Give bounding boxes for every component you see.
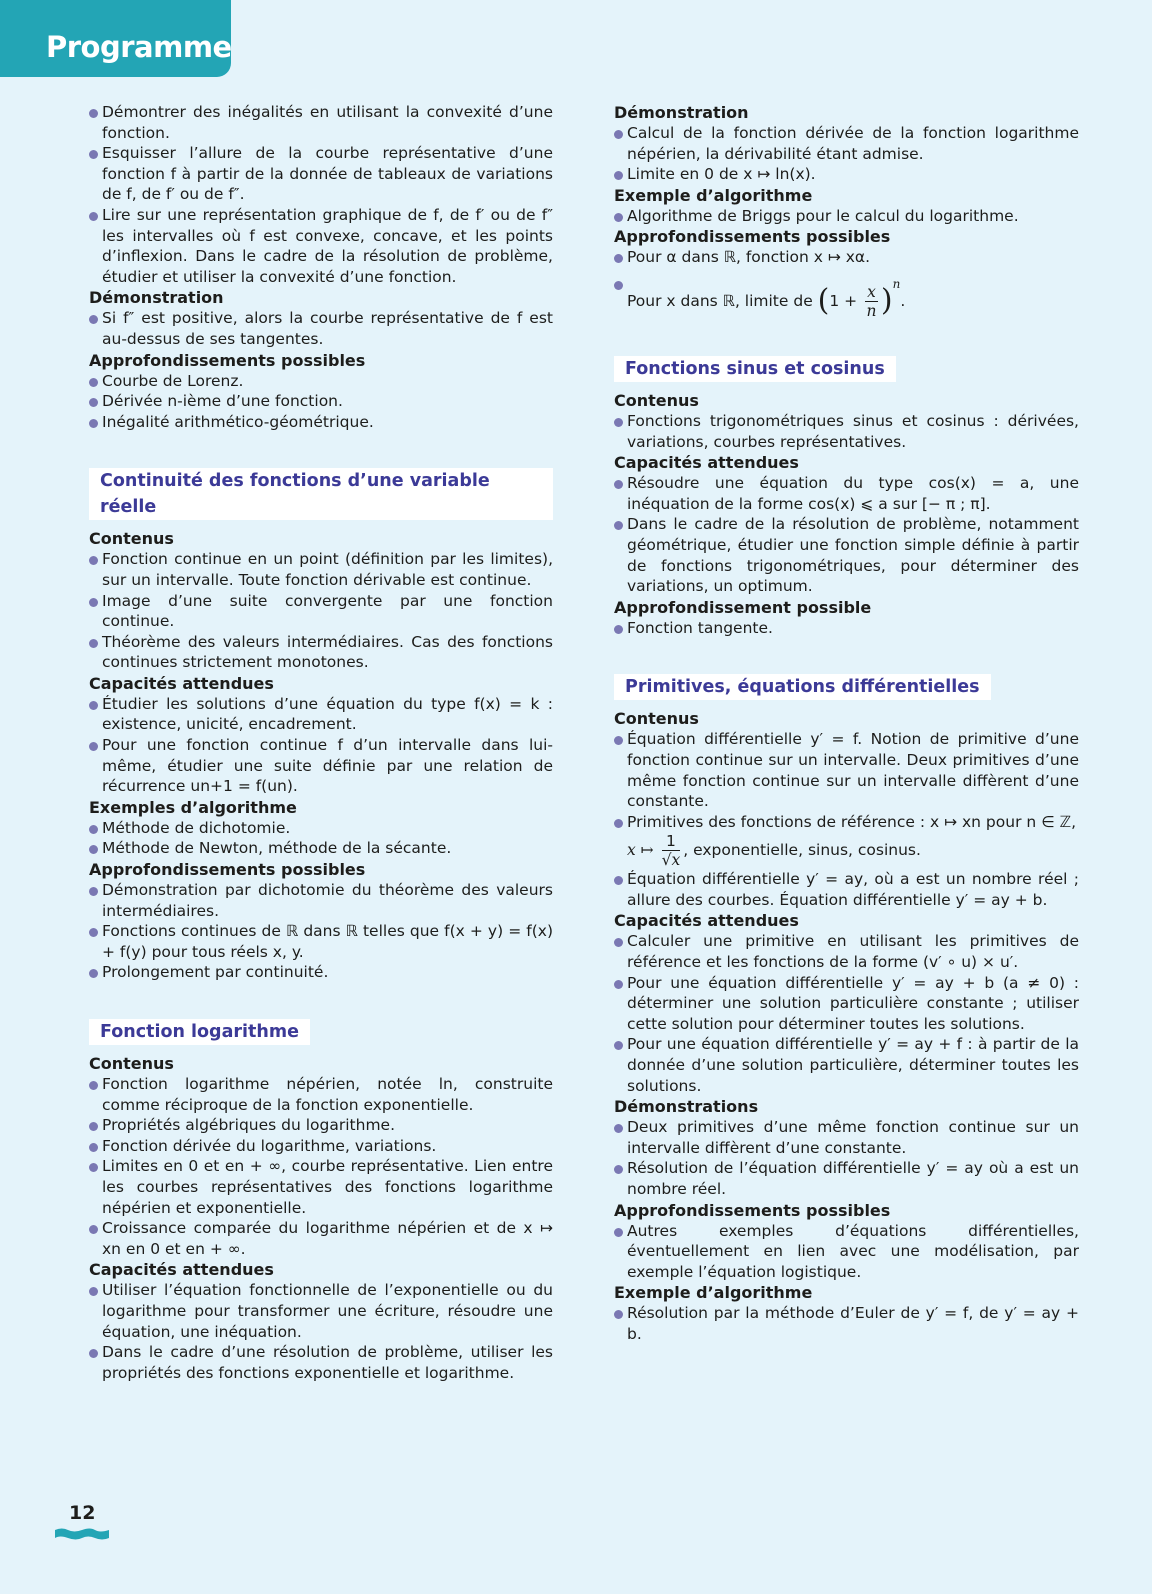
list-item: Fonctions continues de ℝ dans ℝ telles que f(x + y) = f(x) + f(y) pour tous réels x, y. (89, 921, 553, 962)
fraction-numerator: x (867, 282, 876, 301)
list-item: Dérivée n-ième d’une fonction. (89, 391, 553, 412)
list-item: Pour une fonction continue f d’un intervalle dans lui-même, étudier une suite définie par une relation de récurrence un+1 = f(un). (89, 735, 553, 797)
left-column (89, 102, 553, 1383)
tab-title: Programme (46, 30, 232, 64)
list-item-limit: Pour x dans ℝ, limite de (1 + $\frac{x}{n}$ )$^n$. (614, 274, 1079, 320)
list-item: Autres exemples d’équations différentielles, éventuellement en lien avec une modélisation, par exemple l’équation logistique. (614, 1221, 1079, 1283)
subheading: Capacités attendues (614, 911, 799, 931)
list-item: Algorithme de Briggs pour le calcul du logarithme. (614, 206, 1079, 227)
subheading: Exemples d’algorithme (89, 797, 297, 817)
subheading: Capacités attendues (614, 453, 799, 473)
list-item: Équation différentielle y′ = ay, où a est un nombre réel ; allure des courbes. Équation différentielle y′ = ay + b. (614, 869, 1079, 910)
fraction-x-over-n (865, 283, 878, 320)
list-item: Pour une équation différentielle y′ = ay + f : à partir de la donnée d’une solution particulière, déterminer toutes les solutions. (614, 1034, 1079, 1096)
limit-text: Pour x dans ℝ, limite de (627, 291, 813, 310)
list-item: Si f″ est positive, alors la courbe représentative de f est au-dessus de ses tangentes. (89, 308, 553, 349)
list-item: Propriétés algébriques du logarithme. (89, 1115, 553, 1136)
one-plus: 1 + (829, 291, 858, 310)
subheading: Contenus (614, 390, 699, 410)
list-item: Calcul de la fonction dérivée de la fonction logarithme népérien, la dérivabilité étant admise. (614, 123, 1079, 164)
subheading: Démonstration (89, 288, 224, 308)
subheading: Approfondissements possibles (614, 227, 891, 247)
subheading: Démonstrations (614, 1097, 759, 1117)
list-item: Fonction dérivée du logarithme, variations. (89, 1136, 553, 1157)
list-item: Deux primitives d’une même fonction continue sur un intervalle diffèrent d’une constante. (614, 1117, 1079, 1158)
primitives-tail: , exponentielle, sinus, cosinus. (683, 841, 921, 860)
list-item: Étudier les solutions d’une équation du type f(x) = k : existence, unicité, encadrement. (89, 694, 553, 735)
page-wave-decoration (55, 1527, 109, 1541)
list-item: Fonction continue en un point (définition par les limites), sur un intervalle. Toute fonction dérivable est continue. (89, 549, 553, 590)
section-title-continuite: Continuité des fonctions d’une variable réelle (89, 468, 553, 520)
list-item: Théorème des valeurs intermédiaires. Cas des fonctions continues strictement monotones. (89, 632, 553, 673)
list-item: Courbe de Lorenz. (89, 371, 553, 392)
list-item: Utiliser l’équation fonctionnelle de l’exponentielle ou du logarithme pour transformer une écriture, résoudre une équation, une inéquation. (89, 1280, 553, 1342)
list-item: Dans le cadre de la résolution de problème, notamment géométrique, étudier une fonction simple définie à partir de fonctions trigonométriques, pour déterminer des variations, un optimum. (614, 514, 1079, 596)
list-item: Résolution par la méthode d’Euler de y′ = f, de y′ = ay + b. (614, 1303, 1079, 1344)
section-title-trigo: Fonctions sinus et cosinus (614, 356, 896, 382)
list-item: Démonstration par dichotomie du théorème des valeurs intermédiaires. (89, 880, 553, 921)
list-item: Limite en 0 de x ↦ ln(x). (614, 164, 1079, 185)
list-item: Pour une équation différentielle y′ = ay + b (a ≠ 0) : déterminer une solution particulière constante ; utiliser cette solution pour déterminer toutes les solutions. (614, 973, 1079, 1035)
page-number: 12 (69, 1502, 96, 1524)
subheading: Contenus (89, 529, 174, 549)
list-item: Image d’une suite convergente par une fonction continue. (89, 591, 553, 632)
list-item: Inégalité arithmético-géométrique. (89, 412, 553, 433)
list-item: Résoudre une équation du type cos(x) = a, une inéquation de la forme cos(x) ⩽ a sur [− π ; π]. (614, 473, 1079, 514)
list-item: Résolution de l’équation différentielle y′ = ay où a est un nombre réel. (614, 1158, 1079, 1199)
list-item: Méthode de dichotomie. (89, 818, 553, 839)
close-paren: ) (880, 283, 893, 319)
list-item: Démontrer des inégalités en utilisant la convexité d’une fonction. (89, 102, 553, 143)
list-item: Limites en 0 et en + ∞, courbe représentative. Lien entre les courbes représentatives des fonctions logarithme népérien et exponentielle. (89, 1156, 553, 1218)
list-item: Lire sur une représentation graphique de f, de f′ ou de f″ les intervalles où f est convexe, concave, et les points d’inflexion. Dans le cadre de la résolution de problème, étudier et utiliser la convexité d’une fonction. (89, 205, 553, 287)
list-item: Dans le cadre d’une résolution de problème, utiliser les propriétés des fonctions exponentielle et logarithme. (89, 1342, 553, 1383)
subheading: Capacités attendues (89, 1260, 274, 1280)
convexity-list (89, 102, 553, 287)
list-item: Prolongement par continuité. (89, 962, 553, 983)
list-item: Croissance comparée du logarithme népérien et de x ↦ xn en 0 et en + ∞. (89, 1218, 553, 1259)
section-title-logarithme: Fonction logarithme (89, 1019, 310, 1045)
subheading: Exemple d’algorithme (614, 1283, 813, 1303)
list-item: Esquisser l’allure de la courbe représentative d’une fonction f à partir de la donnée de tableaux de variations de f, de f′ ou de f″. (89, 143, 553, 205)
x-maps-to: x ↦ (627, 841, 654, 860)
subheading: Approfondissements possibles (614, 1200, 891, 1220)
subheading: Approfondissement possible (614, 597, 872, 617)
section-title-primitives: Primitives, équations différentielles (614, 674, 991, 700)
list-item: Équation différentielle y′ = f. Notion de primitive d’une fonction continue sur un intervalle. Deux primitives d’une même fonction continue sur un intervalle diffèrent d’une constante. (614, 729, 1079, 811)
fraction-numerator: 1 (662, 832, 681, 851)
subheading: Contenus (614, 709, 699, 729)
subheading: Approfondissements possibles (89, 860, 366, 880)
fraction-denominator: n (866, 301, 877, 320)
list-item: Pour α dans ℝ, fonction x ↦ xα. (614, 247, 1079, 268)
subheading: Capacités attendues (89, 673, 274, 693)
list-item-primitives (614, 812, 1079, 870)
list-item: Fonction logarithme népérien, notée ln, construite comme réciproque de la fonction exponentielle. (89, 1074, 553, 1115)
right-column (614, 102, 1079, 1345)
list-item: Méthode de Newton, méthode de la sécante. (89, 838, 553, 859)
fraction-one-over-sqrt-x (662, 832, 681, 869)
subheading: Démonstration (614, 103, 749, 122)
subheading: Contenus (89, 1054, 174, 1073)
fraction-denominator: √x (661, 851, 681, 870)
list-item: Fonction tangente. (614, 618, 1079, 639)
subheading: Exemple d’algorithme (614, 185, 813, 205)
list-item: Fonctions trigonométriques sinus et cosinus : dérivées, variations, courbes représentatives. (614, 411, 1079, 452)
list-item: Calculer une primitive en utilisant les primitives de référence et les fonctions de la forme (v′ ∘ u) × u′. (614, 931, 1079, 972)
exponent: n (892, 276, 901, 291)
open-paren: ( (817, 283, 830, 319)
programme-tab (0, 0, 231, 77)
primitives-text: Primitives des fonctions de référence : x ↦ xn pour n ∈ ℤ, (627, 812, 1077, 831)
subheading: Approfondissements possibles (89, 350, 366, 370)
